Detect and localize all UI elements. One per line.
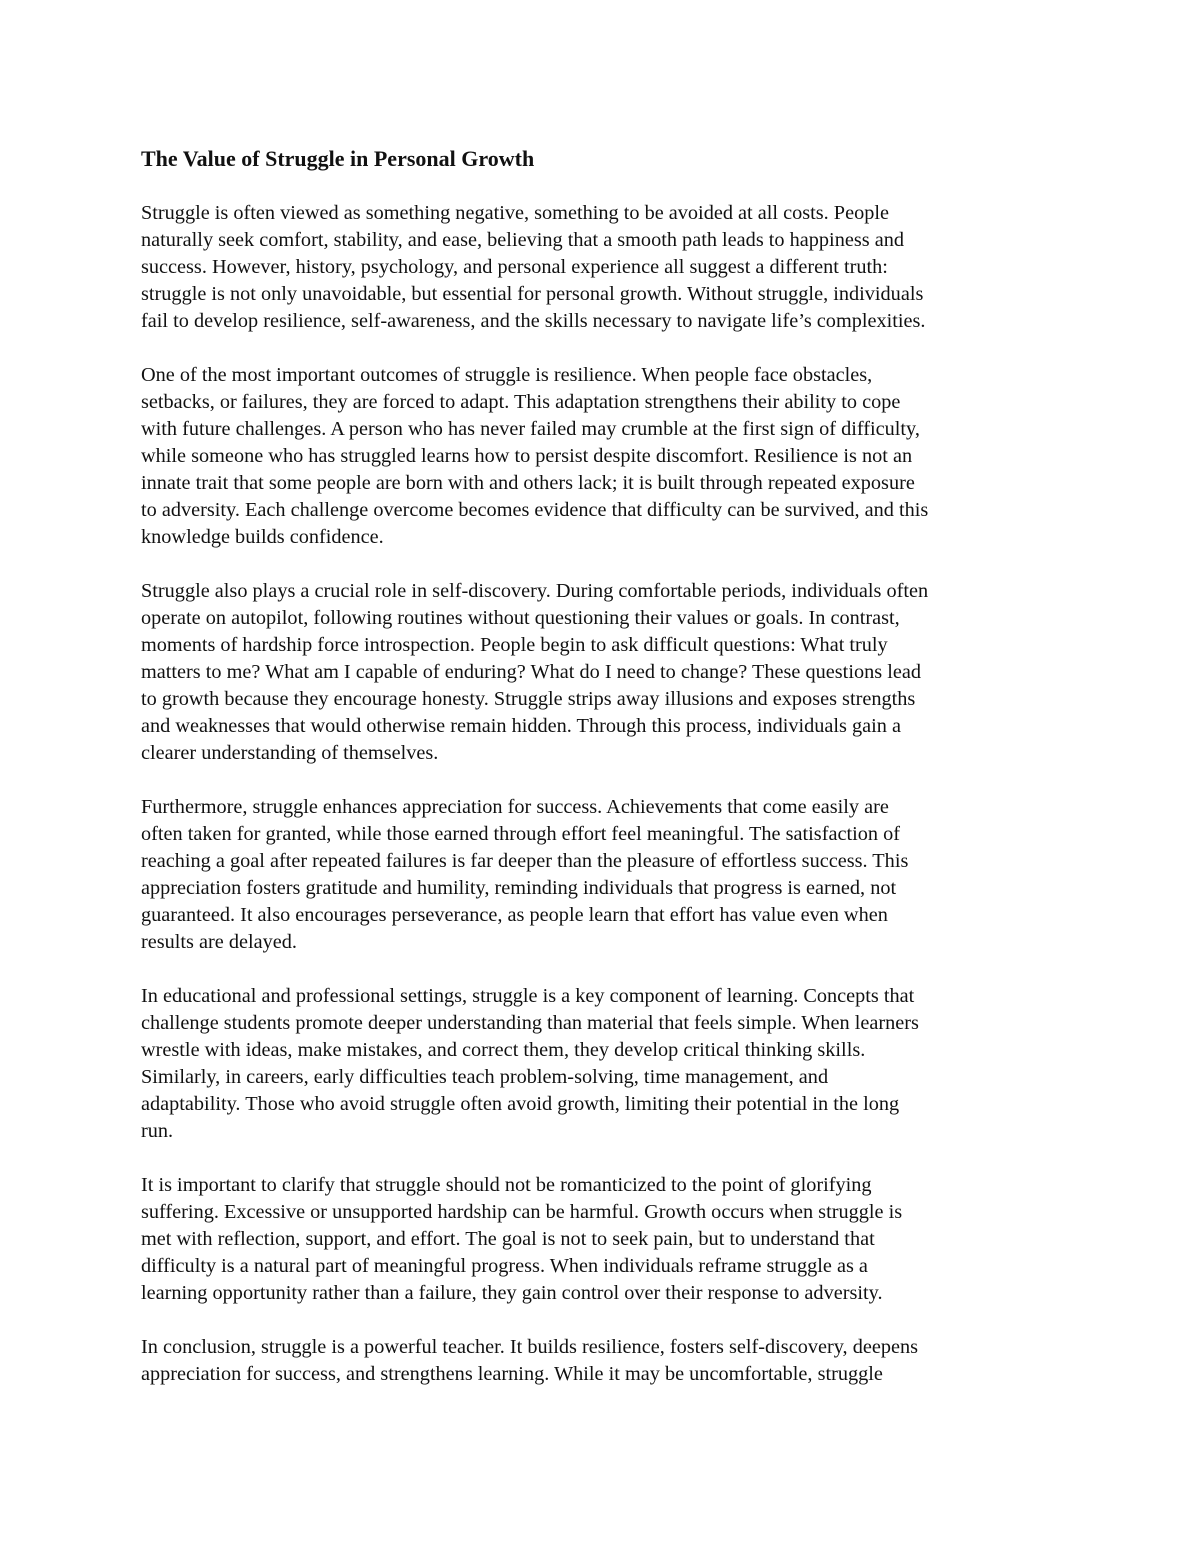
text-line: innate trait that some people are born with and others lack; it is built through repeated exposure bbox=[141, 472, 915, 494]
paragraph-5 bbox=[141, 983, 1070, 1145]
text-line: Struggle also plays a crucial role in self-discovery. During comfortable periods, individuals often bbox=[141, 580, 929, 602]
paragraph-spacer bbox=[141, 551, 1070, 578]
paragraph-2 bbox=[141, 362, 1070, 551]
text-line: clearer understanding of themselves. bbox=[141, 742, 439, 764]
text-line: Struggle is often viewed as something negative, something to be avoided at all costs. People bbox=[141, 202, 889, 224]
paragraph-spacer bbox=[141, 335, 1070, 362]
text-line: to growth because they encourage honesty. Struggle strips away illusions and exposes strengths bbox=[141, 688, 916, 710]
text-line: results are delayed. bbox=[141, 931, 297, 953]
text-line: learning opportunity rather than a failure, they gain control over their response to adversity. bbox=[141, 1282, 883, 1304]
paragraph-spacer bbox=[141, 1145, 1070, 1172]
text-line: operate on autopilot, following routines without questioning their values or goals. In contrast, bbox=[141, 607, 900, 629]
text-line: In conclusion, struggle is a powerful teacher. It builds resilience, fosters self-discovery, deepens bbox=[141, 1336, 919, 1358]
text-line: struggle is not only unavoidable, but essential for personal growth. Without struggle, individuals bbox=[141, 283, 924, 305]
text-line: One of the most important outcomes of struggle is resilience. When people face obstacles, bbox=[141, 364, 873, 386]
text-line: appreciation fosters gratitude and humility, reminding individuals that progress is earned, not bbox=[141, 877, 897, 899]
text-line: reaching a goal after repeated failures is far deeper than the pleasure of effortless success. This bbox=[141, 850, 909, 872]
text-line: while someone who has struggled learns how to persist despite discomfort. Resilience is not an bbox=[141, 445, 913, 467]
paragraph-7 bbox=[141, 1334, 1070, 1388]
document-title: The Value of Struggle in Personal Growth bbox=[141, 146, 535, 171]
paragraph-spacer bbox=[141, 1307, 1070, 1334]
paragraph-spacer bbox=[141, 767, 1070, 794]
text-line: often taken for granted, while those earned through effort feel meaningful. The satisfaction of bbox=[141, 823, 900, 845]
text-line: suffering. Excessive or unsupported hardship can be harmful. Growth occurs when struggle is bbox=[141, 1201, 903, 1223]
text-line: run. bbox=[141, 1120, 174, 1142]
paragraph-4 bbox=[141, 794, 1070, 956]
text-line: moments of hardship force introspection. People begin to ask difficult questions: What truly bbox=[141, 634, 888, 656]
text-line: setbacks, or failures, they are forced to adapt. This adaptation strengthens their ability to cope bbox=[141, 391, 901, 413]
text-line: and weaknesses that would otherwise remain hidden. Through this process, individuals gain a bbox=[141, 715, 902, 737]
text-line: to adversity. Each challenge overcome becomes evidence that difficulty can be survived, and this bbox=[141, 499, 929, 521]
text-line: naturally seek comfort, stability, and ease, believing that a smooth path leads to happiness and bbox=[141, 229, 904, 251]
text-line: It is important to clarify that struggle should not be romanticized to the point of glorifying bbox=[141, 1174, 872, 1196]
text-line: met with reflection, support, and effort. The goal is not to seek pain, but to understand that bbox=[141, 1228, 875, 1250]
text-line: Similarly, in careers, early difficulties teach problem-solving, time management, and bbox=[141, 1066, 829, 1088]
paragraph-1 bbox=[141, 200, 1070, 335]
text-line: In educational and professional settings, struggle is a key component of learning. Concepts that bbox=[141, 985, 915, 1007]
paragraph-6 bbox=[141, 1172, 1070, 1307]
text-line: knowledge builds confidence. bbox=[141, 526, 384, 548]
text-line: fail to develop resilience, self-awareness, and the skills necessary to navigate life’s complexities. bbox=[141, 310, 926, 332]
text-line: Furthermore, struggle enhances appreciation for success. Achievements that come easily are bbox=[141, 796, 889, 818]
paragraph-3 bbox=[141, 578, 1070, 767]
text-line: guaranteed. It also encourages perseverance, as people learn that effort has value even when bbox=[141, 904, 888, 926]
text-line: wrestle with ideas, make mistakes, and correct them, they develop critical thinking skills. bbox=[141, 1039, 866, 1061]
text-line: matters to me? What am I capable of enduring? What do I need to change? These questions lead bbox=[141, 661, 921, 683]
text-line: challenge students promote deeper understanding than material that feels simple. When learners bbox=[141, 1012, 919, 1034]
paragraph-spacer bbox=[141, 956, 1070, 983]
text-line: adaptability. Those who avoid struggle often avoid growth, limiting their potential in the long bbox=[141, 1093, 900, 1115]
text-line: appreciation for success, and strengthens learning. While it may be uncomfortable, struggle bbox=[141, 1363, 883, 1385]
text-line: with future challenges. A person who has never failed may crumble at the first sign of difficulty, bbox=[141, 418, 920, 440]
text-line: difficulty is a natural part of meaningful progress. When individuals reframe struggle as a bbox=[141, 1255, 868, 1277]
text-line: success. However, history, psychology, and personal experience all suggest a different truth: bbox=[141, 256, 888, 278]
